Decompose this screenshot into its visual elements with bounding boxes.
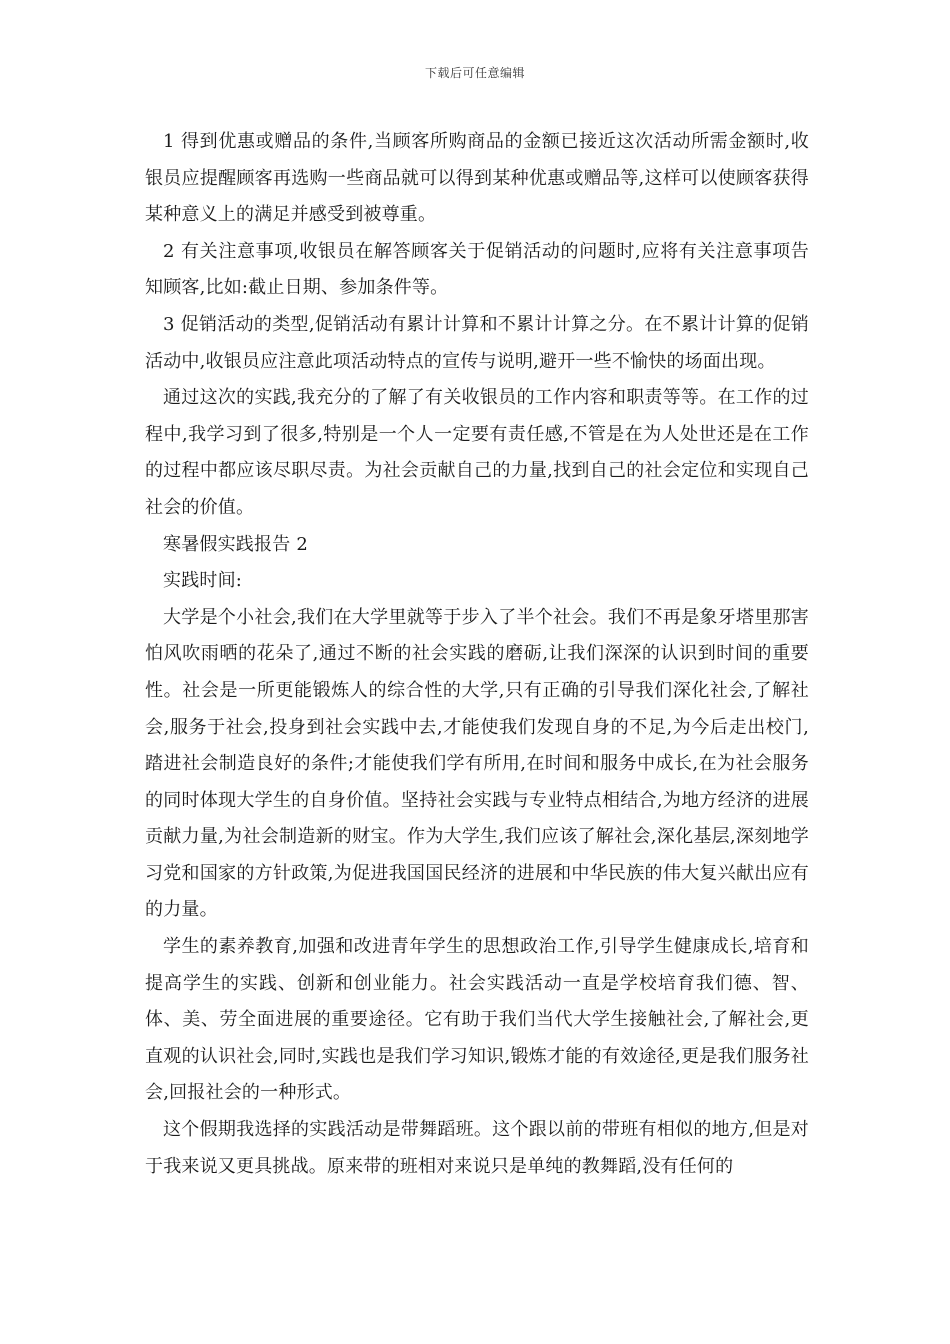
paragraph-3: 3 促销活动的类型,促销活动有累计计算和不累计计算之分。在不累计计算的促销活动中,收银员应注意此项活动特点的宣传与说明,避开一些不愉快的场面出现。 <box>145 313 809 372</box>
paragraph-9: 这个假期我选择的实践活动是带舞蹈班。这个跟以前的带班有相似的地方,但是对于我来说又更具挑战。原来带的班相对来说只是单纯的教舞蹈,没有任何的 <box>145 1119 809 1177</box>
document-body <box>145 124 809 1185</box>
paragraph-7: 大学是个小社会,我们在大学里就等于步入了半个社会。我们不再是象牙塔里那害怕风吹雨晒的花朵了,通过不断的社会实践的磨砺,让我们深深的认识到时间的重要性。社会是一所更能锻炼人的综合性的大学,只有正确的引导我们深化社会,了解社会,服务于社会,投身到社会实践中去,才能使我们发现自身的不足,为今后走出校门,踏进社会制造良好的条件;才能使我们学有所用,在时间和服务中成长,在为社会服务的同时体现大学生的自身价值。坚持社会实践与专业特点相结合,为地方经济的进展贡献力量,为社会制造新的财宝。作为大学生,我们应该了解社会,深化基层,深刻地学习党和国家的方针政策,为促进我国国民经济的进展和中华民族的伟大复兴献出应有的力量。 <box>145 606 809 921</box>
section-title: 寒暑假实践报告 2 <box>163 533 308 555</box>
page-header: 下载后可任意编辑 <box>424 66 525 80</box>
paragraph-8: 学生的素养教育,加强和改进青年学生的思想政治工作,引导学生健康成长,培育和提高学生的实践、创新和创业能力。社会实践活动一直是学校培育我们德、智、体、美、劳全面进展的重要途径。它有助于我们当代大学生接触社会,了解社会,更直观的认识社会,同时,实践也是我们学习知识,锻炼才能的有效途径,更是我们服务社会,回报社会的一种形式。 <box>145 936 809 1104</box>
paragraph-1: 1 得到优惠或赠品的条件,当顾客所购商品的金额已接近这次活动所需金额时,收银员应提醒顾客再选购一些商品就可以得到某种优惠或赠品等,这样可以使顾客获得某种意义上的满足并感受到被尊重。 <box>145 131 809 226</box>
paragraph-2: 2 有关注意事项,收银员在解答顾客关于促销活动的问题时,应将有关注意事项告知顾客,比如:截止日期、参加条件等。 <box>145 240 809 299</box>
practice-time-label: 实践时间: <box>163 570 243 592</box>
paragraph-4: 通过这次的实践,我充分的了解了有关收银员的工作内容和职责等等。在工作的过程中,我学习到了很多,特别是一个人一定要有责任感,不管是在为人处世还是在工作的过程中都应该尽职尽责。为社会贡献自己的力量,找到自己的社会定位和实现自己社会的价值。 <box>145 387 809 518</box>
